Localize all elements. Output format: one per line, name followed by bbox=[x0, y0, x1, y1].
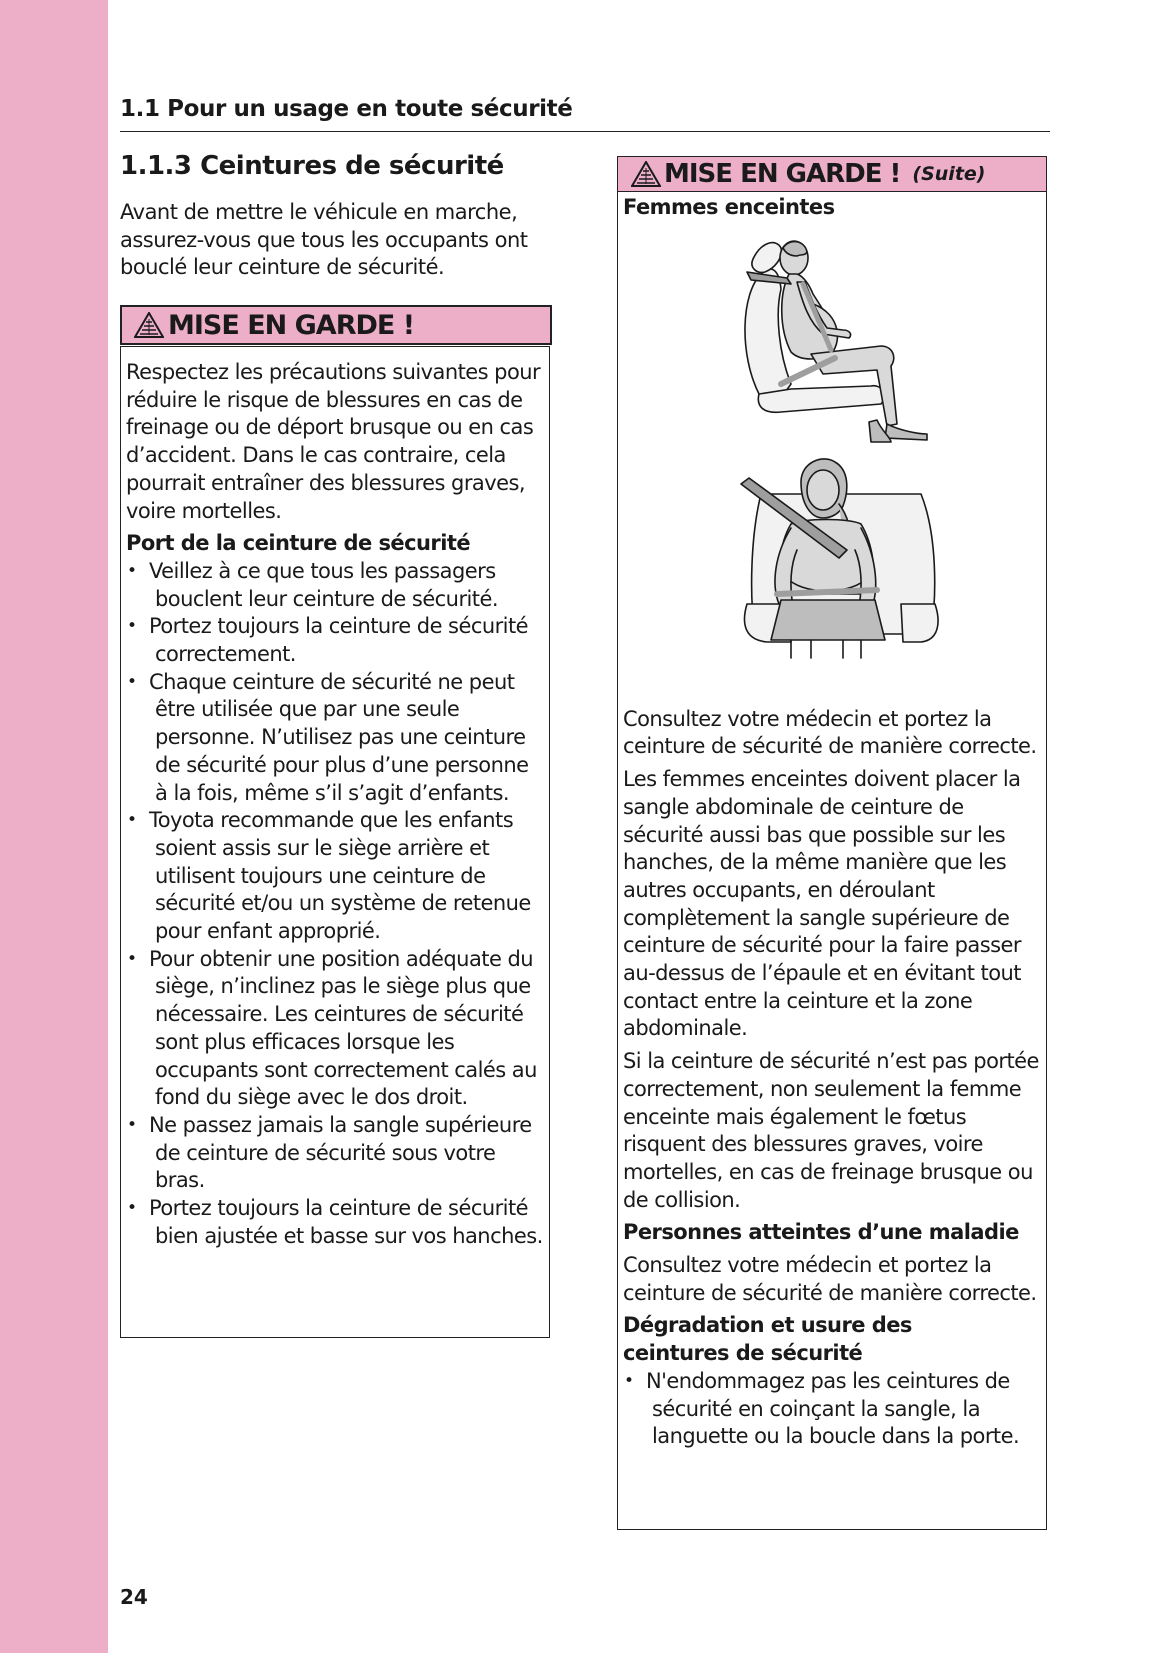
warning-header-left bbox=[120, 305, 552, 345]
side-color-band bbox=[0, 0, 108, 1653]
intro-paragraph: Avant de mettre le véhicule en marche, assurez-vous que tous les occupants ont bouclé leur ceinture de sécurité. bbox=[120, 200, 528, 279]
warning-bullet-list bbox=[126, 558, 545, 1251]
warning-intro: Respectez les précautions suivantes pour réduire le risque de blessures en cas de freinage ou de déport brusque ou en cas d’accident. Dans le cas contraire, cela pourrait entraîner des blessures graves, voire mortelles. bbox=[126, 360, 541, 523]
header-divider bbox=[120, 131, 1050, 132]
warning-title: MISE EN GARDE ! bbox=[664, 159, 901, 189]
pregnant-heading: Femmes enceintes bbox=[623, 195, 835, 219]
warning-header-right bbox=[617, 156, 1047, 192]
list-item: • N'endommagez pas les ceintures de sécurité en coinçant la sangle, la languette ou la boucle dans la porte. bbox=[623, 1368, 1042, 1451]
list-item: • Chaque ceinture de sécurité ne peut être utilisée que par une seule personne. N’utilisez pas une ceinture de sécurité pour plus d’une personne à la fois, même s’il s’agit d’enfants. bbox=[126, 669, 545, 808]
warning-title: MISE EN GARDE ! bbox=[168, 309, 415, 341]
page-title: 1.1.3 Ceintures de sécurité bbox=[120, 151, 504, 181]
warning-box-right bbox=[617, 192, 1047, 1530]
list-item: • Veillez à ce que tous les passagers bouclent leur ceinture de sécurité. bbox=[126, 558, 545, 613]
page-number: 24 bbox=[120, 1585, 148, 1609]
wear-heading: Dégradation et usure des ceintures de sécurité bbox=[623, 1313, 912, 1366]
pregnant-paragraph-1: Consultez votre médecin et portez la ceinture de sécurité de manière correcte. bbox=[623, 706, 1037, 759]
illness-heading: Personnes atteintes d’une maladie bbox=[623, 1220, 1019, 1245]
list-item: • Ne passez jamais la sangle supérieure de ceinture de sécurité sous votre bras. bbox=[126, 1112, 545, 1195]
list-item: • Toyota recommande que les enfants soient assis sur le siège arrière et utilisent toujours une ceinture de sécurité et/ou un système de retenue pour enfant approprié. bbox=[126, 807, 545, 946]
warning-subheading: Port de la ceinture de sécurité bbox=[126, 531, 471, 556]
warning-triangle-icon bbox=[134, 312, 164, 338]
warning-box-left bbox=[120, 346, 550, 1338]
list-item: • Pour obtenir une position adéquate du siège, n’inclinez pas le siège plus que nécessaire. Les ceintures de sécurité sont plus efficaces lorsque les occupants sont correctement calés au fond du siège avec le dos droit. bbox=[126, 946, 545, 1112]
pregnant-paragraph-2: Les femmes enceintes doivent placer la sangle abdominale de ceinture de sécurité aussi bas que possible sur les hanches, de la même manière que les autres occupants, en déroulant complètement la sangle supérieure de ceinture de sécurité pour la faire passer au-dessus de l’épaule et en évitant tout contact entre la ceinture et la zone abdominale. bbox=[623, 767, 1021, 1041]
list-item: • Portez toujours la ceinture de sécurité correctement. bbox=[126, 613, 545, 668]
wear-bullet-list bbox=[623, 1368, 1042, 1451]
pregnant-woman-side-illustration bbox=[731, 234, 951, 446]
pregnant-woman-front-illustration bbox=[731, 454, 951, 660]
illness-paragraph: Consultez votre médecin et portez la ceinture de sécurité de manière correcte. bbox=[623, 1253, 1037, 1305]
section-header: 1.1 Pour un usage en toute sécurité bbox=[120, 96, 573, 122]
pregnant-paragraph-3: Si la ceinture de sécurité n’est pas portée correctement, non seulement la femme enceinte mais également le fœtus risquent des blessures graves, voire mortelles, en cas de freinage brusque ou de collision. bbox=[623, 1049, 1039, 1212]
list-item: • Portez toujours la ceinture de sécurité bien ajustée et basse sur vos hanches. bbox=[126, 1195, 545, 1250]
warning-suite-label: (Suite) bbox=[912, 163, 986, 185]
warning-triangle-icon bbox=[631, 161, 661, 187]
